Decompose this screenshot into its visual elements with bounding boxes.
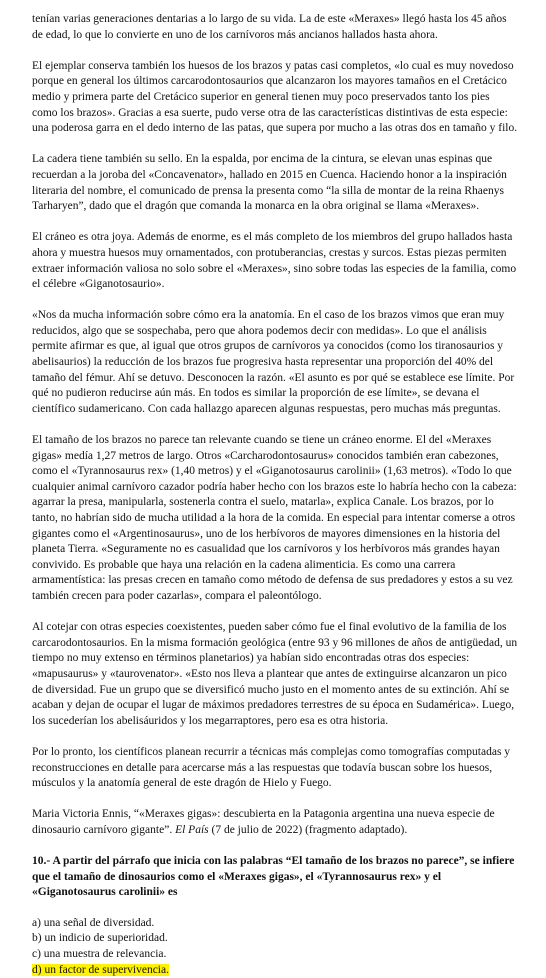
option-b-label: b) un indicio de superioridad. [32, 932, 168, 945]
option-d [32, 963, 518, 978]
option-a [32, 916, 518, 932]
paragraph-4: El cráneo es otra joya. Además de enorme, es el más completo de los miembros del grupo hallados hasta ahora y muestra huesos muy ornamentados, con protuberancias, crestas y surcos. Estas piezas permiten extraer información valiosa no solo sobre el «Meraxes», sino sobre todas las especies de la familia, como el célebre «Giganotosaurio». [32, 231, 517, 291]
citation-date: (7 de julio de 2022) (fragmento adaptado). [208, 823, 408, 836]
citation-author-title: Maria Victoria Ennis, “«Meraxes gigas»: descubierta en la Patagonia argentina una nueva especie de dinosaurio carnívoro gigante”. [32, 808, 495, 836]
option-b [32, 931, 518, 947]
option-a-label: a) una señal de diversidad. [32, 916, 155, 929]
paragraph-7: Al cotejar con otras especies coexistentes, pueden saber cómo fue el final evolutivo de la familia de los carcarodontosaurios. En la misma formación geológica (entre 93 y 96 millones de años de antigüedad, un tiempo no muy extenso en términos planetarios) ya habían sido encontradas otras dos especies: «mapusaurus» y «taurovenator». «Esto nos lleva a plantear que antes de extinguirse alcanzaron un pico de diversidad. Fue un grupo que se diversificó mucho justo en el momento antes de su extinción. Ahí se acaban y dejan de ocupar el lugar de máximos predadores terrestres de su época en Sudamérica». Luego, los sucederían los abelisáuridos y los megarraptores, pero esa es otra historia. [32, 621, 518, 727]
paragraph-5: «Nos da mucha información sobre cómo era la anatomía. En el caso de los brazos vimos que eran muy reducidos, algo que se sospechaba, pero que ahora podemos decir con medidas». Lo que el análisis permite afirmar es que, al igual que otros grupos de carnívoros ya conocidos (como los tiranosaurios y abelisaurios) la reducción de los brazos fue progresiva hasta representar una proporción del 40% del tamaño del fémur. Ahí se detuvo. Desconocen la razón. «El asunto es por qué se establece ese límite. Por qué no pudieron reducirse aún más. En todos es similar la proporción de ese límite», se devana el científico sudamericano. Con cada hallazgo aparecen algunas respuestas, pero muchas más preguntas. [32, 309, 515, 415]
option-c-label: c) una muestra de relevancia. [32, 948, 167, 961]
citation [32, 807, 518, 838]
option-d-label: d) un factor de supervivencia. [32, 963, 169, 976]
paragraph-3: La cadera tiene también su sello. En la espalda, por encima de la cintura, se elevan unas espinas que recuerdan a la joroba del «Concavenator», hallado en 2015 en Cuenca. Haciendo honor a la inspiración literaria del nombre, el comunicado de prensa la presenta como “la silla de montar de la reina Rhaenys Tarharyen”, dado que el dragón que comanda la monarca en la obra original se llama «Meraxes». [32, 153, 507, 213]
paragraph-2: El ejemplar conserva también los huesos de los brazos y patas casi completos, «lo cual es muy novedoso porque en general los últimos carcarodontosaurios que alcanzaron los mayores tamaños en el Cretácico medio y primera parte del Cretácico superior en general tienen muy poco preservados tanto los pies como los brazos». Gracias a esa suerte, pudo verse otra de las características distintivas de esta especie: una poderosa garra en el dedo interno de las patas, que supera por mucho a las otras dos en tamaño y filo. [32, 59, 518, 135]
question-text: 10.- A partir del párrafo que inicia con las palabras “El tamaño de los brazos no parece”, se infiere que el tamaño de dinosaurios como el «Meraxes gigas», el «Tyrannosaurus rex» y el «Giganotosaurus carolinii» es [32, 855, 515, 899]
paragraph-8: Por lo pronto, los científicos planean recurrir a técnicas más complejas como tomografías computadas y reconstrucciones en detalle para acercarse más a las respuestas que todavía buscan sobre los huesos, músculos y la anatomía general de este dragón de Hielo y Fuego. [32, 745, 511, 790]
citation-source: El País [175, 823, 209, 836]
answer-options [32, 916, 518, 978]
option-c [32, 947, 518, 963]
document-page [32, 12, 518, 978]
paragraph-6: El tamaño de los brazos no parece tan relevante cuando se tiene un cráneo enorme. El del «Meraxes gigas» medía 1,27 metros de largo. Otros «Carcharodontosaurus» conocidos también eran cabezones, como el «Tyrannosaurus rex» (1,40 metros) y el «Giganotosaurus carolinii» (1,63 metros). «Todo lo que cualquier animal carnívoro cazador podría haber hecho con los brazos este lo habría hecho con la cabeza: agarrar la presa, manipularla, sostenerla contra el suelo, matarla», explica Canale. Los brazos, por lo tanto, no habrían sido de mucha utilidad a la hora de la comida. En especial para intentar comerse a otros gigantes como el «Argentinosaurus», uno de los herbívoros de mayores dimensiones en la historia del planeta Tierra. «Seguramente no es casualidad que los carnívoros y los herbívoros más grandes hayan convivido. Es probable que haya una relación en la cadena alimenticia. Es como una carrera armamentística: las presas crecen en tamaño como método de defensa de sus predadores y estos a su vez también crecen para poder cazarlas», compara el paleontólogo. [32, 434, 517, 602]
paragraph-1: tenían varias generaciones dentarias a lo largo de su vida. La de este «Meraxes» llegó hasta los 45 años de edad, lo que lo convierte en uno de los carnívoros más ancianos hallados hasta ahora. [32, 13, 507, 41]
